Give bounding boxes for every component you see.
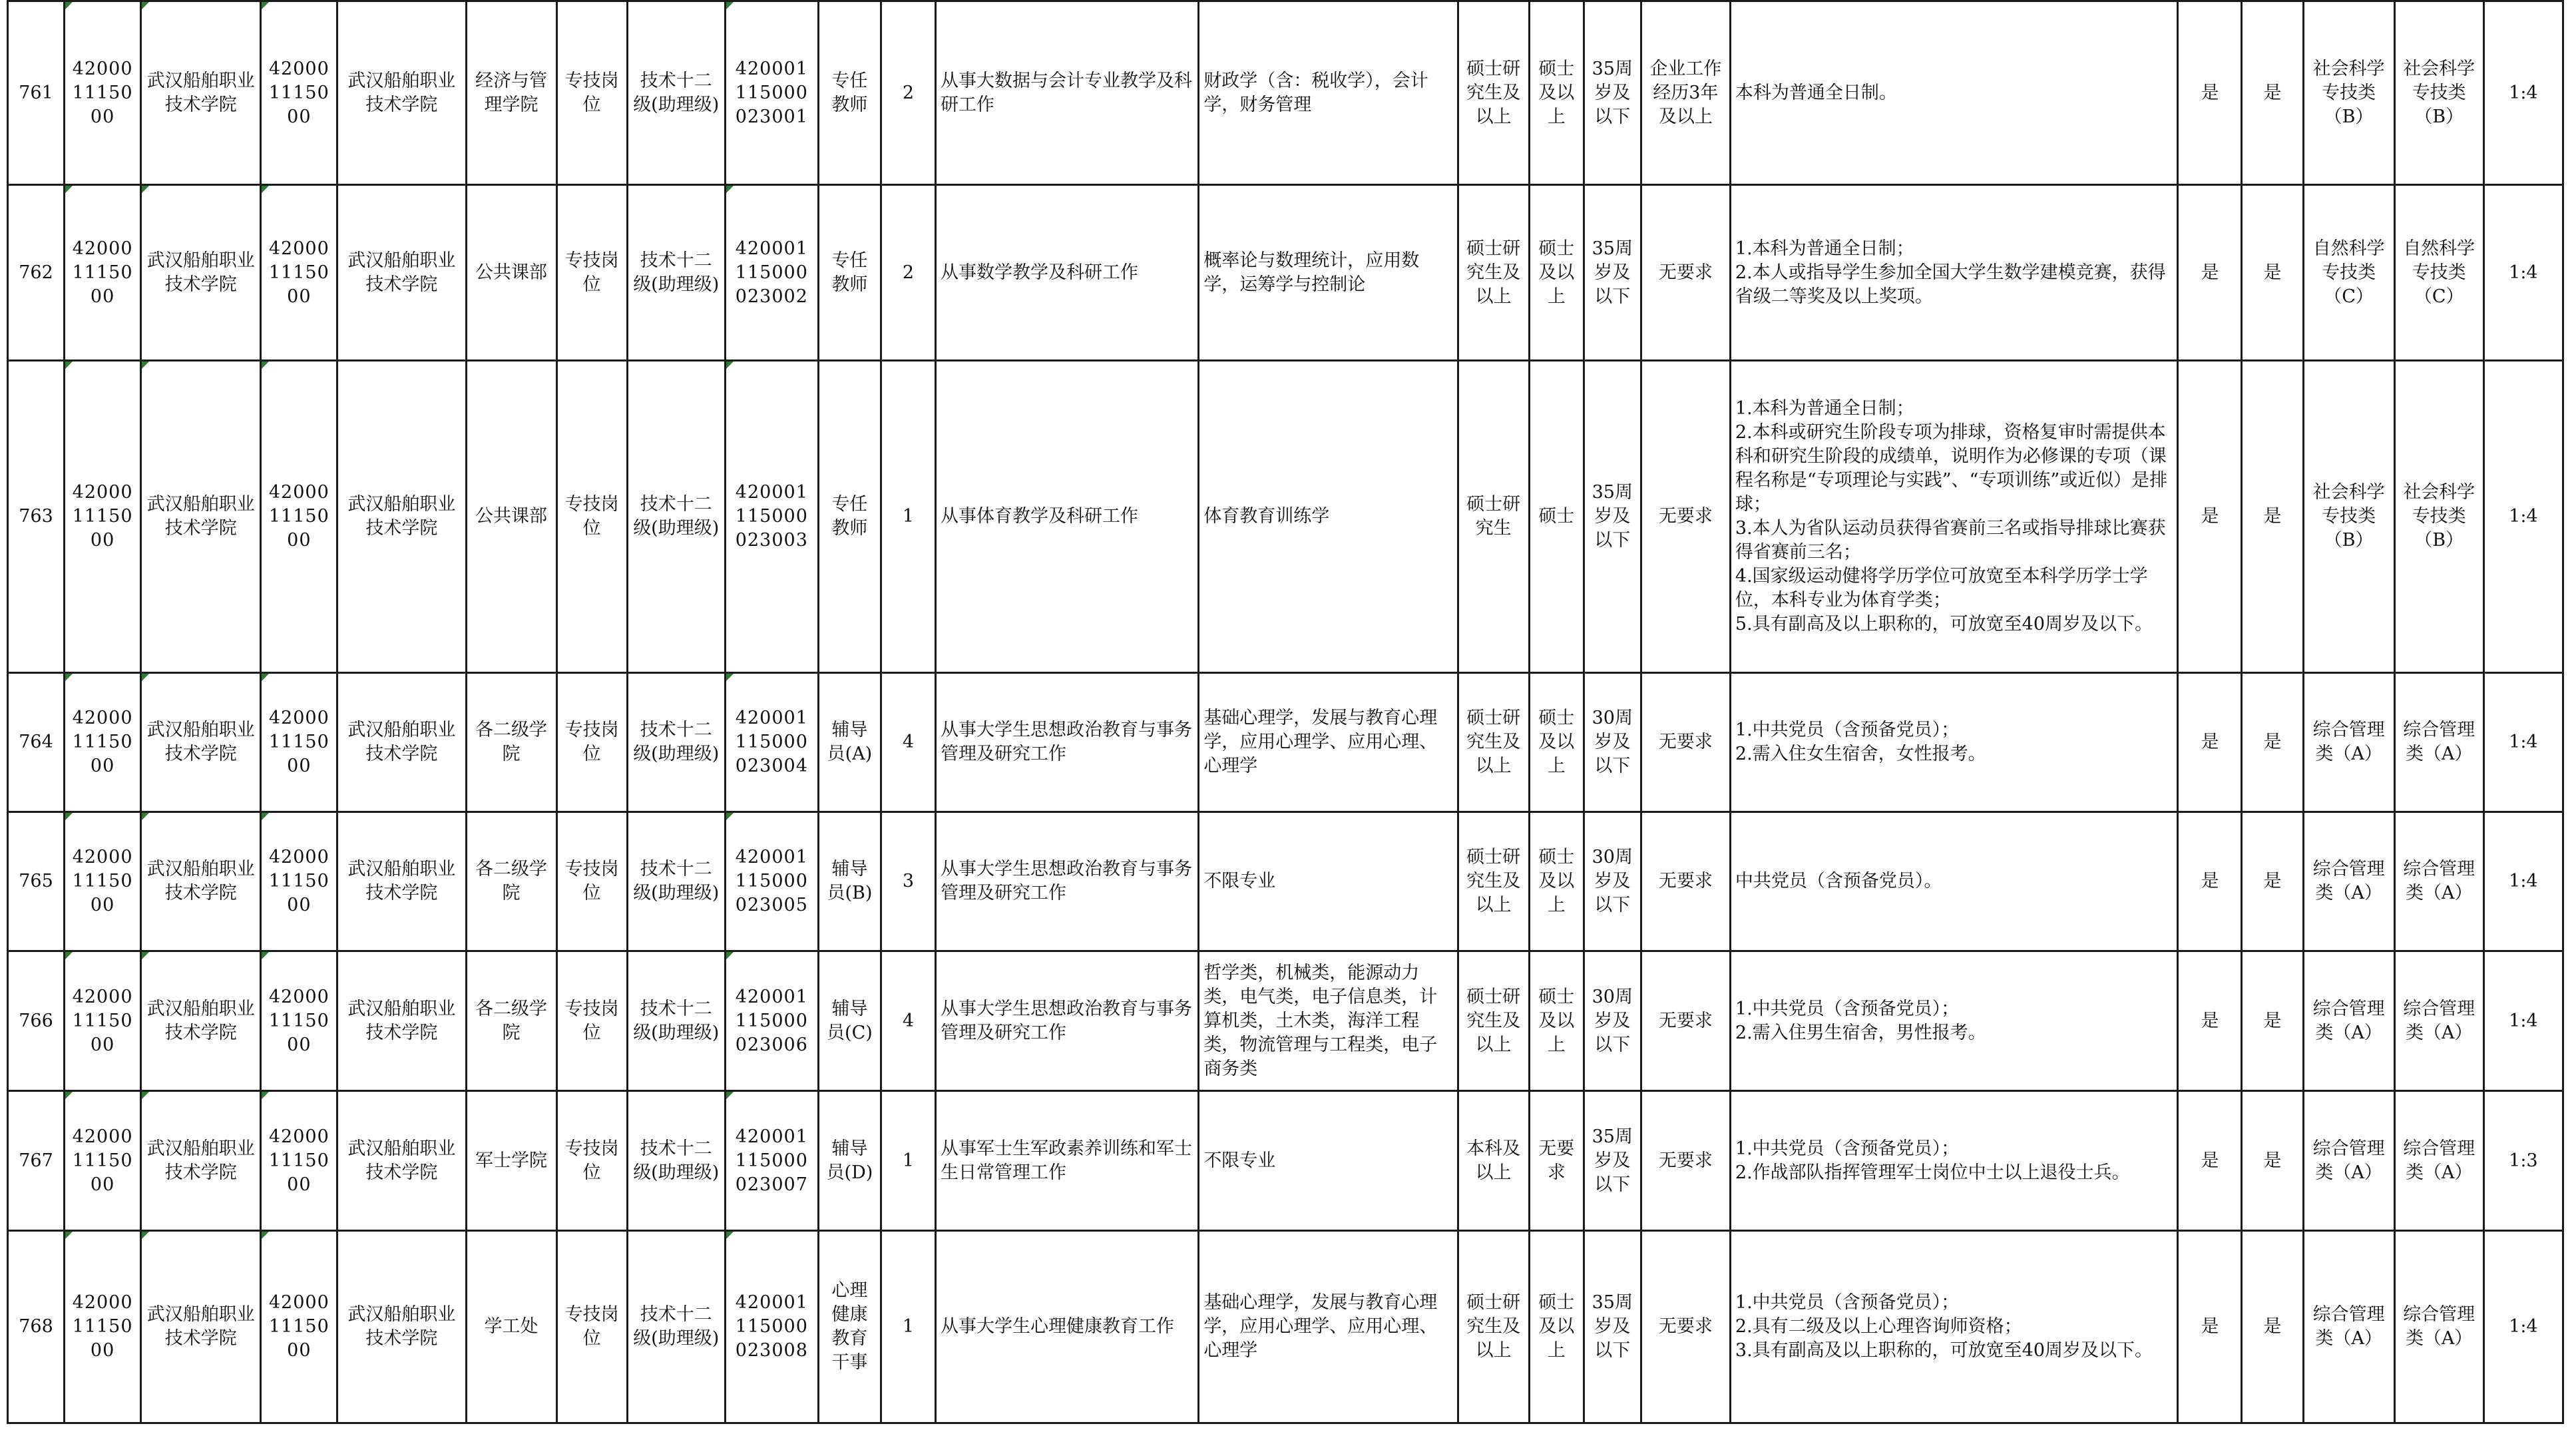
cell-exam-category-1: 社会科学专技类（B） bbox=[2303, 361, 2394, 673]
table-row bbox=[8, 361, 2563, 673]
cell-job-description: 从事大学生思想政治教育与事务管理及研究工作 bbox=[936, 951, 1199, 1091]
cell-exam-category-1: 综合管理类（A） bbox=[2303, 673, 2394, 812]
cell-org-code: 420001115000 bbox=[261, 185, 337, 361]
cell-work-experience: 企业工作经历3年及以上 bbox=[1641, 1, 1730, 185]
cell-exam-category-1: 综合管理类（A） bbox=[2303, 1091, 2394, 1231]
cell-exam-category-1: 综合管理类（A） bbox=[2303, 812, 2394, 951]
cell-education: 硕士研究生及以上 bbox=[1458, 951, 1529, 1091]
cell-sequence-number: 764 bbox=[8, 673, 65, 812]
cell-org-name: 武汉船舶职业技术学院 bbox=[337, 812, 466, 951]
cell-work-experience: 无要求 bbox=[1641, 185, 1730, 361]
cell-sequence-number: 768 bbox=[8, 1231, 65, 1423]
cell-degree: 硕士及以上 bbox=[1529, 1, 1584, 185]
cell-org-code: 420001115000 bbox=[261, 812, 337, 951]
cell-exam-category-1: 综合管理类（A） bbox=[2303, 951, 2394, 1091]
cell-exam-category-2: 综合管理类（A） bbox=[2394, 812, 2483, 951]
cell-degree: 硕士及以上 bbox=[1529, 673, 1584, 812]
cell-work-experience: 无要求 bbox=[1641, 1231, 1730, 1423]
cell-education: 硕士研究生 bbox=[1458, 361, 1529, 673]
cell-degree: 硕士及以上 bbox=[1529, 185, 1584, 361]
cell-post-level: 技术十二级(助理级) bbox=[627, 673, 725, 812]
cell-interview-ratio: 1:4 bbox=[2483, 951, 2563, 1091]
cell-job-description: 从事体育教学及科研工作 bbox=[936, 361, 1199, 673]
table-row bbox=[8, 812, 2563, 951]
cell-unit-name: 武汉船舶职业技术学院 bbox=[141, 1091, 261, 1231]
cell-post-name: 专任教师 bbox=[818, 185, 881, 361]
cell-post-type: 专技岗位 bbox=[556, 1091, 627, 1231]
cell-unit-code: 420001115000 bbox=[65, 361, 141, 673]
cell-flag-a: 是 bbox=[2178, 1, 2242, 185]
cell-interview-ratio: 1:4 bbox=[2483, 361, 2563, 673]
cell-exam-category-2: 综合管理类（A） bbox=[2394, 951, 2483, 1091]
cell-education: 硕士研究生及以上 bbox=[1458, 1231, 1529, 1423]
cell-age-limit: 30周岁及以下 bbox=[1584, 673, 1641, 812]
cell-other-requirements: 本科为普通全日制。 bbox=[1730, 1, 2178, 185]
cell-exam-category-1: 自然科学专技类（C） bbox=[2303, 185, 2394, 361]
cell-degree: 无要求 bbox=[1529, 1091, 1584, 1231]
table-row bbox=[8, 1, 2563, 185]
cell-post-code: 420001115000023008 bbox=[725, 1231, 818, 1423]
cell-org-name: 武汉船舶职业技术学院 bbox=[337, 1, 466, 185]
cell-education: 硕士研究生及以上 bbox=[1458, 1, 1529, 185]
cell-age-limit: 35周岁及以下 bbox=[1584, 361, 1641, 673]
cell-department: 学工处 bbox=[466, 1231, 556, 1423]
cell-sequence-number: 767 bbox=[8, 1091, 65, 1231]
cell-unit-name: 武汉船舶职业技术学院 bbox=[141, 185, 261, 361]
cell-interview-ratio: 1:4 bbox=[2483, 1, 2563, 185]
cell-degree: 硕士及以上 bbox=[1529, 951, 1584, 1091]
cell-post-code: 420001115000023003 bbox=[725, 361, 818, 673]
cell-work-experience: 无要求 bbox=[1641, 812, 1730, 951]
cell-flag-a: 是 bbox=[2178, 1231, 2242, 1423]
cell-flag-a: 是 bbox=[2178, 812, 2242, 951]
cell-work-experience: 无要求 bbox=[1641, 1091, 1730, 1231]
cell-sequence-number: 761 bbox=[8, 1, 65, 185]
cell-post-name: 辅导员(C) bbox=[818, 951, 881, 1091]
cell-department: 各二级学院 bbox=[466, 673, 556, 812]
cell-major-requirement: 体育教育训练学 bbox=[1199, 361, 1458, 673]
cell-age-limit: 35周岁及以下 bbox=[1584, 185, 1641, 361]
cell-flag-b: 是 bbox=[2242, 1, 2303, 185]
table-row bbox=[8, 673, 2563, 812]
cell-job-description: 从事大学生心理健康教育工作 bbox=[936, 1231, 1199, 1423]
cell-post-code: 420001115000023006 bbox=[725, 951, 818, 1091]
page-bottom-margin bbox=[0, 1425, 2576, 1430]
cell-post-name: 辅导员(A) bbox=[818, 673, 881, 812]
cell-exam-category-2: 自然科学专技类（C） bbox=[2394, 185, 2483, 361]
cell-major-requirement: 概率论与数理统计，应用数学，运筹学与控制论 bbox=[1199, 185, 1458, 361]
cell-org-name: 武汉船舶职业技术学院 bbox=[337, 1231, 466, 1423]
cell-org-code: 420001115000 bbox=[261, 951, 337, 1091]
cell-post-name: 专任教师 bbox=[818, 361, 881, 673]
cell-post-level: 技术十二级(助理级) bbox=[627, 1091, 725, 1231]
cell-flag-b: 是 bbox=[2242, 951, 2303, 1091]
cell-post-level: 技术十二级(助理级) bbox=[627, 1, 725, 185]
cell-org-code: 420001115000 bbox=[261, 673, 337, 812]
cell-post-level: 技术十二级(助理级) bbox=[627, 185, 725, 361]
cell-post-name: 辅导员(D) bbox=[818, 1091, 881, 1231]
cell-education: 硕士研究生及以上 bbox=[1458, 812, 1529, 951]
cell-exam-category-1: 综合管理类（A） bbox=[2303, 1231, 2394, 1423]
cell-post-code: 420001115000023002 bbox=[725, 185, 818, 361]
cell-interview-ratio: 1:4 bbox=[2483, 1231, 2563, 1423]
cell-hiring-count: 1 bbox=[881, 1091, 935, 1231]
cell-exam-category-2: 社会科学专技类（B） bbox=[2394, 1, 2483, 185]
cell-sequence-number: 762 bbox=[8, 185, 65, 361]
cell-hiring-count: 1 bbox=[881, 361, 935, 673]
cell-unit-name: 武汉船舶职业技术学院 bbox=[141, 1231, 261, 1423]
cell-hiring-count: 4 bbox=[881, 951, 935, 1091]
cell-exam-category-2: 综合管理类（A） bbox=[2394, 1091, 2483, 1231]
cell-flag-b: 是 bbox=[2242, 673, 2303, 812]
cell-age-limit: 35周岁及以下 bbox=[1584, 1231, 1641, 1423]
cell-unit-code: 420001115000 bbox=[65, 812, 141, 951]
cell-post-code: 420001115000023004 bbox=[725, 673, 818, 812]
cell-department: 军士学院 bbox=[466, 1091, 556, 1231]
cell-post-type: 专技岗位 bbox=[556, 185, 627, 361]
cell-org-name: 武汉船舶职业技术学院 bbox=[337, 951, 466, 1091]
cell-other-requirements: 1.中共党员（含预备党员）； 2.作战部队指挥管理军士岗位中士以上退役士兵。 bbox=[1730, 1091, 2178, 1231]
cell-interview-ratio: 1:4 bbox=[2483, 673, 2563, 812]
cell-unit-code: 420001115000 bbox=[65, 185, 141, 361]
cell-post-level: 技术十二级(助理级) bbox=[627, 1231, 725, 1423]
cell-hiring-count: 2 bbox=[881, 1, 935, 185]
cell-interview-ratio: 1:4 bbox=[2483, 812, 2563, 951]
cell-post-code: 420001115000023005 bbox=[725, 812, 818, 951]
cell-major-requirement: 哲学类，机械类，能源动力类，电气类，电子信息类，计算机类，土木类，海洋工程类，物流管理与工程类，电子商务类 bbox=[1199, 951, 1458, 1091]
cell-job-description: 从事大学生思想政治教育与事务管理及研究工作 bbox=[936, 812, 1199, 951]
cell-degree: 硕士 bbox=[1529, 361, 1584, 673]
cell-sequence-number: 763 bbox=[8, 361, 65, 673]
cell-unit-code: 420001115000 bbox=[65, 673, 141, 812]
cell-major-requirement: 基础心理学，发展与教育心理学，应用心理学、应用心理、心理学 bbox=[1199, 1231, 1458, 1423]
cell-flag-b: 是 bbox=[2242, 185, 2303, 361]
cell-post-code: 420001115000023007 bbox=[725, 1091, 818, 1231]
cell-interview-ratio: 1:4 bbox=[2483, 185, 2563, 361]
cell-unit-name: 武汉船舶职业技术学院 bbox=[141, 1, 261, 185]
cell-unit-code: 420001115000 bbox=[65, 1, 141, 185]
cell-age-limit: 35周岁及以下 bbox=[1584, 1091, 1641, 1231]
cell-hiring-count: 3 bbox=[881, 812, 935, 951]
cell-work-experience: 无要求 bbox=[1641, 361, 1730, 673]
cell-age-limit: 30周岁及以下 bbox=[1584, 812, 1641, 951]
cell-post-type: 专技岗位 bbox=[556, 812, 627, 951]
cell-degree: 硕士及以上 bbox=[1529, 1231, 1584, 1423]
cell-flag-a: 是 bbox=[2178, 1091, 2242, 1231]
cell-unit-name: 武汉船舶职业技术学院 bbox=[141, 673, 261, 812]
cell-work-experience: 无要求 bbox=[1641, 673, 1730, 812]
cell-org-name: 武汉船舶职业技术学院 bbox=[337, 1091, 466, 1231]
cell-other-requirements: 1.中共党员（含预备党员）； 2.需入住男生宿舍，男性报考。 bbox=[1730, 951, 2178, 1091]
cell-sequence-number: 766 bbox=[8, 951, 65, 1091]
cell-sequence-number: 765 bbox=[8, 812, 65, 951]
cell-post-name: 辅导员(B) bbox=[818, 812, 881, 951]
cell-unit-code: 420001115000 bbox=[65, 1091, 141, 1231]
cell-major-requirement: 不限专业 bbox=[1199, 812, 1458, 951]
cell-post-type: 专技岗位 bbox=[556, 951, 627, 1091]
cell-department: 公共课部 bbox=[466, 185, 556, 361]
table-row bbox=[8, 185, 2563, 361]
job-posting-table bbox=[7, 0, 2564, 1424]
cell-job-description: 从事大数据与会计专业教学及科研工作 bbox=[936, 1, 1199, 185]
cell-unit-name: 武汉船舶职业技术学院 bbox=[141, 812, 261, 951]
table-row bbox=[8, 1231, 2563, 1423]
cell-department: 各二级学院 bbox=[466, 951, 556, 1091]
cell-post-name: 专任教师 bbox=[818, 1, 881, 185]
cell-flag-a: 是 bbox=[2178, 673, 2242, 812]
cell-org-code: 420001115000 bbox=[261, 361, 337, 673]
table-row bbox=[8, 951, 2563, 1091]
cell-flag-a: 是 bbox=[2178, 361, 2242, 673]
cell-work-experience: 无要求 bbox=[1641, 951, 1730, 1091]
cell-interview-ratio: 1:3 bbox=[2483, 1091, 2563, 1231]
cell-hiring-count: 2 bbox=[881, 185, 935, 361]
cell-major-requirement: 不限专业 bbox=[1199, 1091, 1458, 1231]
cell-unit-name: 武汉船舶职业技术学院 bbox=[141, 361, 261, 673]
cell-post-level: 技术十二级(助理级) bbox=[627, 812, 725, 951]
cell-flag-b: 是 bbox=[2242, 1231, 2303, 1423]
cell-job-description: 从事大学生思想政治教育与事务管理及研究工作 bbox=[936, 673, 1199, 812]
table-row bbox=[8, 1091, 2563, 1231]
cell-flag-b: 是 bbox=[2242, 361, 2303, 673]
cell-age-limit: 30周岁及以下 bbox=[1584, 951, 1641, 1091]
cell-post-type: 专技岗位 bbox=[556, 1231, 627, 1423]
cell-other-requirements: 1.中共党员（含预备党员）； 2.具有二级及以上心理咨询师资格； 3.具有副高及以上职称的，可放宽至40周岁及以下。 bbox=[1730, 1231, 2178, 1423]
cell-org-name: 武汉船舶职业技术学院 bbox=[337, 185, 466, 361]
cell-org-code: 420001115000 bbox=[261, 1231, 337, 1423]
cell-education: 本科及以上 bbox=[1458, 1091, 1529, 1231]
cell-flag-b: 是 bbox=[2242, 1091, 2303, 1231]
cell-hiring-count: 1 bbox=[881, 1231, 935, 1423]
cell-department: 经济与管理学院 bbox=[466, 1, 556, 185]
cell-org-code: 420001115000 bbox=[261, 1091, 337, 1231]
cell-other-requirements: 1.本科为普通全日制； 2.本人或指导学生参加全国大学生数学建模竞赛，获得省级二等奖及以上奖项。 bbox=[1730, 185, 2178, 361]
cell-major-requirement: 财政学（含：税收学），会计学，财务管理 bbox=[1199, 1, 1458, 185]
cell-degree: 硕士及以上 bbox=[1529, 812, 1584, 951]
cell-job-description: 从事数学教学及科研工作 bbox=[936, 185, 1199, 361]
cell-other-requirements: 中共党员（含预备党员）。 bbox=[1730, 812, 2178, 951]
cell-flag-a: 是 bbox=[2178, 185, 2242, 361]
cell-other-requirements: 1.中共党员（含预备党员）； 2.需入住女生宿舍，女性报考。 bbox=[1730, 673, 2178, 812]
cell-exam-category-2: 综合管理类（A） bbox=[2394, 673, 2483, 812]
cell-flag-a: 是 bbox=[2178, 951, 2242, 1091]
cell-other-requirements: 1.本科为普通全日制； 2.本科或研究生阶段专项为排球，资格复审时需提供本科和研究生阶段的成绩单，说明作为必修课的专项（课程名称是“专项理论与实践”、“专项训练”或近似）是排球； 3.本人为省队运动员获得省赛前三名或指导排球比赛获得省赛前三名； 4.国家级运动健将学历学位可放宽至本科学历学士学位，本科专业为体育学类； 5.具有副高及以上职称的，可放宽至40周岁及以下。 bbox=[1730, 361, 2178, 673]
cell-post-level: 技术十二级(助理级) bbox=[627, 361, 725, 673]
cell-post-type: 专技岗位 bbox=[556, 673, 627, 812]
cell-exam-category-1: 社会科学专技类（B） bbox=[2303, 1, 2394, 185]
cell-flag-b: 是 bbox=[2242, 812, 2303, 951]
cell-post-code: 420001115000023001 bbox=[725, 1, 818, 185]
cell-unit-code: 420001115000 bbox=[65, 951, 141, 1091]
cell-department: 公共课部 bbox=[466, 361, 556, 673]
cell-hiring-count: 4 bbox=[881, 673, 935, 812]
cell-unit-code: 420001115000 bbox=[65, 1231, 141, 1423]
cell-org-name: 武汉船舶职业技术学院 bbox=[337, 673, 466, 812]
cell-age-limit: 35周岁及以下 bbox=[1584, 1, 1641, 185]
cell-education: 硕士研究生及以上 bbox=[1458, 185, 1529, 361]
cell-education: 硕士研究生及以上 bbox=[1458, 673, 1529, 812]
cell-post-type: 专技岗位 bbox=[556, 1, 627, 185]
cell-post-type: 专技岗位 bbox=[556, 361, 627, 673]
cell-post-name: 心理健康教育干事 bbox=[818, 1231, 881, 1423]
cell-org-code: 420001115000 bbox=[261, 1, 337, 185]
cell-major-requirement: 基础心理学，发展与教育心理学，应用心理学、应用心理、心理学 bbox=[1199, 673, 1458, 812]
cell-department: 各二级学院 bbox=[466, 812, 556, 951]
cell-job-description: 从事军士生军政素养训练和军士生日常管理工作 bbox=[936, 1091, 1199, 1231]
cell-exam-category-2: 社会科学专技类（B） bbox=[2394, 361, 2483, 673]
cell-exam-category-2: 综合管理类（A） bbox=[2394, 1231, 2483, 1423]
cell-org-name: 武汉船舶职业技术学院 bbox=[337, 361, 466, 673]
cell-unit-name: 武汉船舶职业技术学院 bbox=[141, 951, 261, 1091]
cell-post-level: 技术十二级(助理级) bbox=[627, 951, 725, 1091]
